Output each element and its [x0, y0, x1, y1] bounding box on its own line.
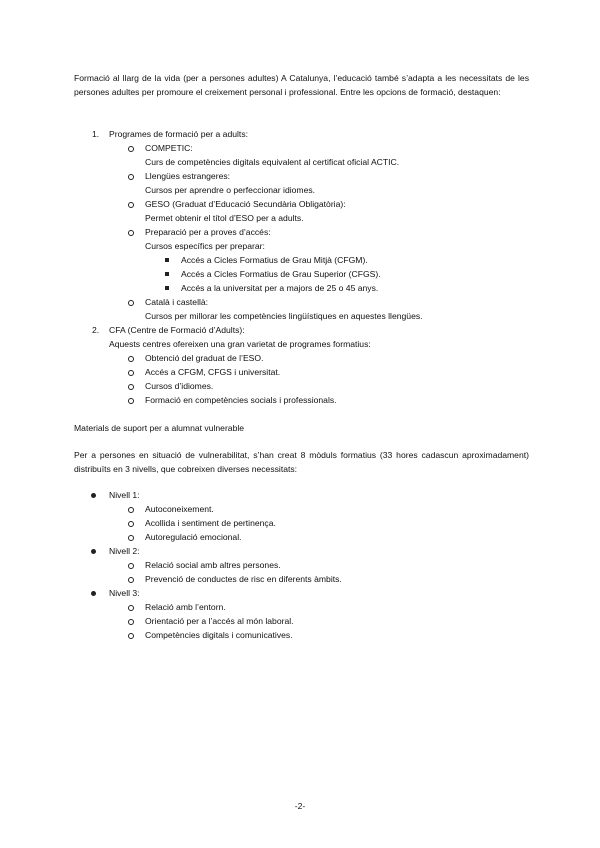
cfa-item: Formació en competències socials i professionals. [145, 395, 337, 405]
circle-bullet-icon [128, 384, 134, 390]
materials-paragraph: Per a persones en situació de vulnerabilitat, s’han creat 8 mòduls formatius (33 hores cadascun aproximadament) distribuïts en 3 nivells, que cobreixen diverses necessitats: [74, 450, 529, 474]
intro-paragraph: Formació al llarg de la vida (per a persones adultes) A Catalunya, l’educació també s’adapta a les necessitats de les persones adultes per promoure el creixement personal i professional. Entre les opcions de formació, destaquen: [74, 73, 529, 97]
list-item-title-1: Programes de formació per a adults: [109, 129, 248, 139]
circle-bullet-icon [128, 507, 134, 513]
catala-title: Català i castellà: [145, 297, 209, 307]
circle-bullet-icon [128, 535, 134, 541]
competic-title: COMPETIC: [145, 143, 193, 153]
circle-bullet-icon [128, 633, 134, 639]
circle-bullet-icon [128, 619, 134, 625]
geso-title: GESO (Graduat d’Educació Secundària Obligatòria): [145, 199, 346, 209]
prep-item: Accés a Cicles Formatius de Grau Mitjà (CFGM). [181, 255, 368, 265]
prep-desc: Cursos específics per preparar: [145, 241, 265, 251]
square-bullet-icon [165, 258, 169, 262]
circle-bullet-icon [128, 563, 134, 569]
cfa-item: Accés a CFGM, CFGS i universitat. [145, 367, 281, 377]
level-item: Autoconeixement. [145, 504, 214, 514]
circle-bullet-icon [128, 356, 134, 362]
circle-bullet-icon [128, 174, 134, 180]
list-number-1: 1. [92, 129, 100, 139]
disc-bullet-icon [91, 549, 96, 554]
catala-desc: Cursos per millorar les competències lingüístiques en aquestes llengües. [145, 311, 423, 321]
disc-bullet-icon [91, 493, 96, 498]
level-item: Relació amb l’entorn. [145, 602, 226, 612]
cfa-item: Cursos d’idiomes. [145, 381, 214, 391]
competic-desc: Curs de competències digitals equivalent al certificat oficial ACTIC. [145, 157, 400, 167]
prep-item: Accés a la universitat per a majors de 25 o 45 anys. [181, 283, 379, 293]
list-item-title-2: CFA (Centre de Formació d’Adults): [109, 325, 245, 335]
square-bullet-icon [165, 272, 169, 276]
prep-title: Preparació per a proves d’accés: [145, 227, 271, 237]
circle-bullet-icon [128, 370, 134, 376]
circle-bullet-icon [128, 230, 134, 236]
circle-bullet-icon [128, 202, 134, 208]
geso-desc: Permet obtenir el títol d’ESO per a adults. [145, 213, 304, 223]
level-item: Autoregulació emocional. [145, 532, 242, 542]
circle-bullet-icon [128, 577, 134, 583]
circle-bullet-icon [128, 398, 134, 404]
llengues-title: Llengües estrangeres: [145, 171, 231, 181]
square-bullet-icon [165, 286, 169, 290]
circle-bullet-icon [128, 146, 134, 152]
level-item: Prevenció de conductes de risc en diferents àmbits. [145, 574, 342, 584]
level-title: Nivell 2: [109, 546, 140, 556]
disc-bullet-icon [91, 591, 96, 596]
list-number-2: 2. [92, 325, 100, 335]
page-number: -2- [294, 801, 306, 811]
circle-bullet-icon [128, 605, 134, 611]
level-item: Relació social amb altres persones. [145, 560, 281, 570]
cfa-item: Obtenció del graduat de l’ESO. [145, 353, 264, 363]
cfa-desc: Aquests centres ofereixen una gran varietat de programes formatius: [109, 339, 371, 349]
level-title: Nivell 3: [109, 588, 140, 598]
llengues-desc: Cursos per aprendre o perfeccionar idiomes. [145, 185, 316, 195]
circle-bullet-icon [128, 521, 134, 527]
section-heading: Materials de suport per a alumnat vulnerable [74, 423, 245, 433]
level-item: Competències digitals i comunicatives. [145, 630, 293, 640]
level-item: Acollida i sentiment de pertinença. [145, 518, 276, 528]
level-item: Orientació per a l’accés al món laboral. [145, 616, 294, 626]
circle-bullet-icon [128, 300, 134, 306]
prep-item: Accés a Cicles Formatius de Grau Superior (CFGS). [181, 269, 381, 279]
level-title: Nivell 1: [109, 490, 140, 500]
